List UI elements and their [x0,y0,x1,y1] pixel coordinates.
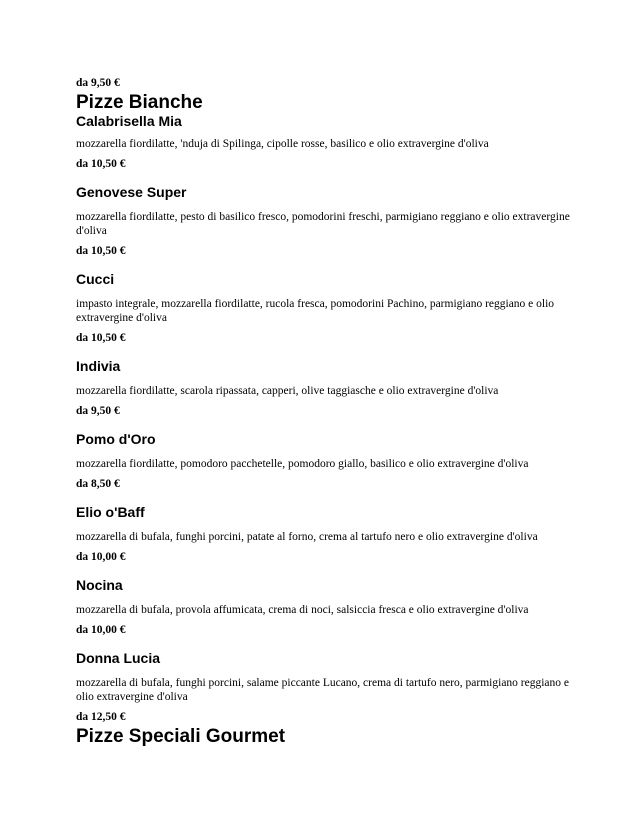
previous-item-price: da 9,50 € [76,77,120,89]
section-title-pizze-bianche: Pizze Bianche [76,92,203,113]
item-description: mozzarella di bufala, funghi porcini, patate al forno, crema al tartufo nero e olio extravergine d'oliva [76,531,538,543]
menu-item [76,431,576,491]
menu-page [76,76,576,747]
menu-item [76,184,576,258]
item-price: da 9,50 € [76,405,120,417]
item-description: mozzarella di bufala, funghi porcini, salame piccante Lucano, crema di tartufo nero, parmigiano reggiano e olio extravergine d'oliva [76,677,570,703]
item-name: Donna Lucia [76,650,161,666]
item-description: mozzarella fiordilatte, scarola ripassata, capperi, olive taggiasche e olio extravergine d'oliva [76,385,499,397]
item-description: impasto integrale, mozzarella fiordilatte, rucola fresca, pomodorini Pachino, parmigiano reggiano e olio extravergine d'oliva [76,298,555,324]
item-description: mozzarella fiordilatte, pomodoro pacchetelle, pomodoro giallo, basilico e olio extravergine d'oliva [76,458,529,470]
item-name: Calabrisella Mia [76,113,182,129]
menu-item [76,271,576,345]
item-name: Cucci [76,271,115,287]
item-name: Nocina [76,577,123,593]
item-name: Indivia [76,358,121,374]
item-description: mozzarella di bufala, provola affumicata, crema di noci, salsiccia fresca e olio extravergine d'oliva [76,604,529,616]
menu-item [76,358,576,418]
item-description: mozzarella fiordilatte, pesto di basilico fresco, pomodorini freschi, parmigiano reggiano e olio extravergine d'oliva [76,211,570,237]
menu-item [76,577,576,637]
item-price: da 10,50 € [76,158,126,170]
section-title-pizze-speciali-gourmet: Pizze Speciali Gourmet [76,726,286,747]
menu-item [76,113,576,171]
item-name: Elio o'Baff [76,504,145,520]
item-price: da 10,00 € [76,624,126,636]
menu-item [76,504,576,564]
item-price: da 10,50 € [76,245,126,257]
item-name: Genovese Super [76,184,187,200]
item-price: da 8,50 € [76,478,120,490]
item-description: mozzarella fiordilatte, 'nduja di Spilinga, cipolle rosse, basilico e olio extravergine d'oliva [76,138,489,150]
item-price: da 10,50 € [76,332,126,344]
item-price: da 12,50 € [76,711,126,723]
menu-item [76,650,576,724]
item-name: Pomo d'Oro [76,431,156,447]
item-price: da 10,00 € [76,551,126,563]
